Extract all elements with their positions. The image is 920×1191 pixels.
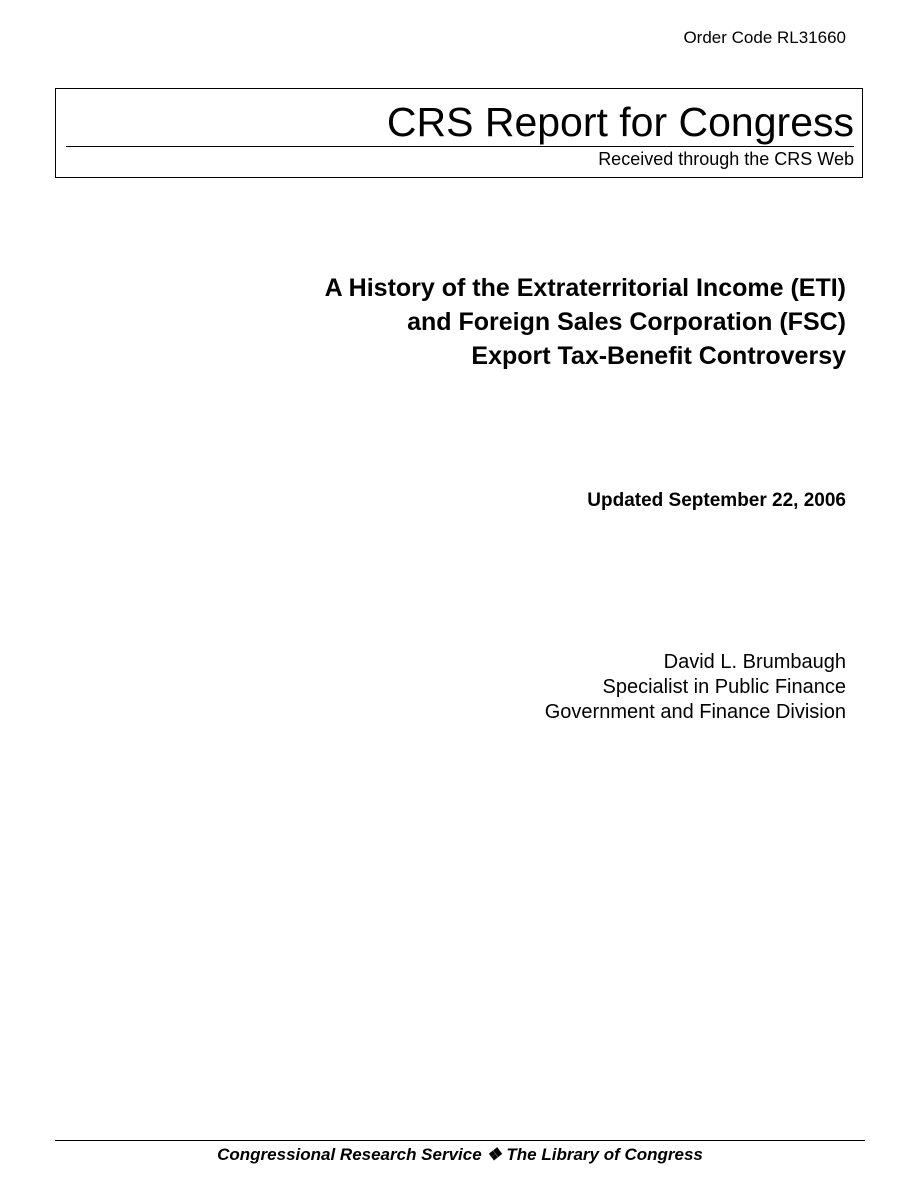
report-header-box xyxy=(55,88,863,178)
header-divider xyxy=(66,146,854,147)
updated-date: Updated September 22, 2006 xyxy=(587,490,846,511)
author-block xyxy=(545,650,846,725)
footer-divider xyxy=(55,1140,865,1141)
order-code: Order Code RL31660 xyxy=(683,28,846,47)
footer-library: The Library of Congress xyxy=(506,1145,703,1164)
footer-separator-icon: ❖ xyxy=(486,1145,502,1164)
report-series-subtitle: Received through the CRS Web xyxy=(598,149,854,169)
report-title xyxy=(146,271,846,373)
author-name: David L. Brumbaugh xyxy=(663,651,846,673)
author-division: Government and Finance Division xyxy=(544,701,846,723)
report-title-line: Export Tax-Benefit Controversy xyxy=(471,342,846,370)
footer xyxy=(55,1144,865,1166)
report-title-line: A History of the Extraterritorial Income (ETI) xyxy=(324,274,846,302)
report-title-line: and Foreign Sales Corporation (FSC) xyxy=(407,308,846,336)
author-position: Specialist in Public Finance xyxy=(602,676,846,698)
report-series-title: CRS Report for Congress xyxy=(386,99,854,145)
footer-organization: Congressional Research Service xyxy=(217,1145,482,1164)
